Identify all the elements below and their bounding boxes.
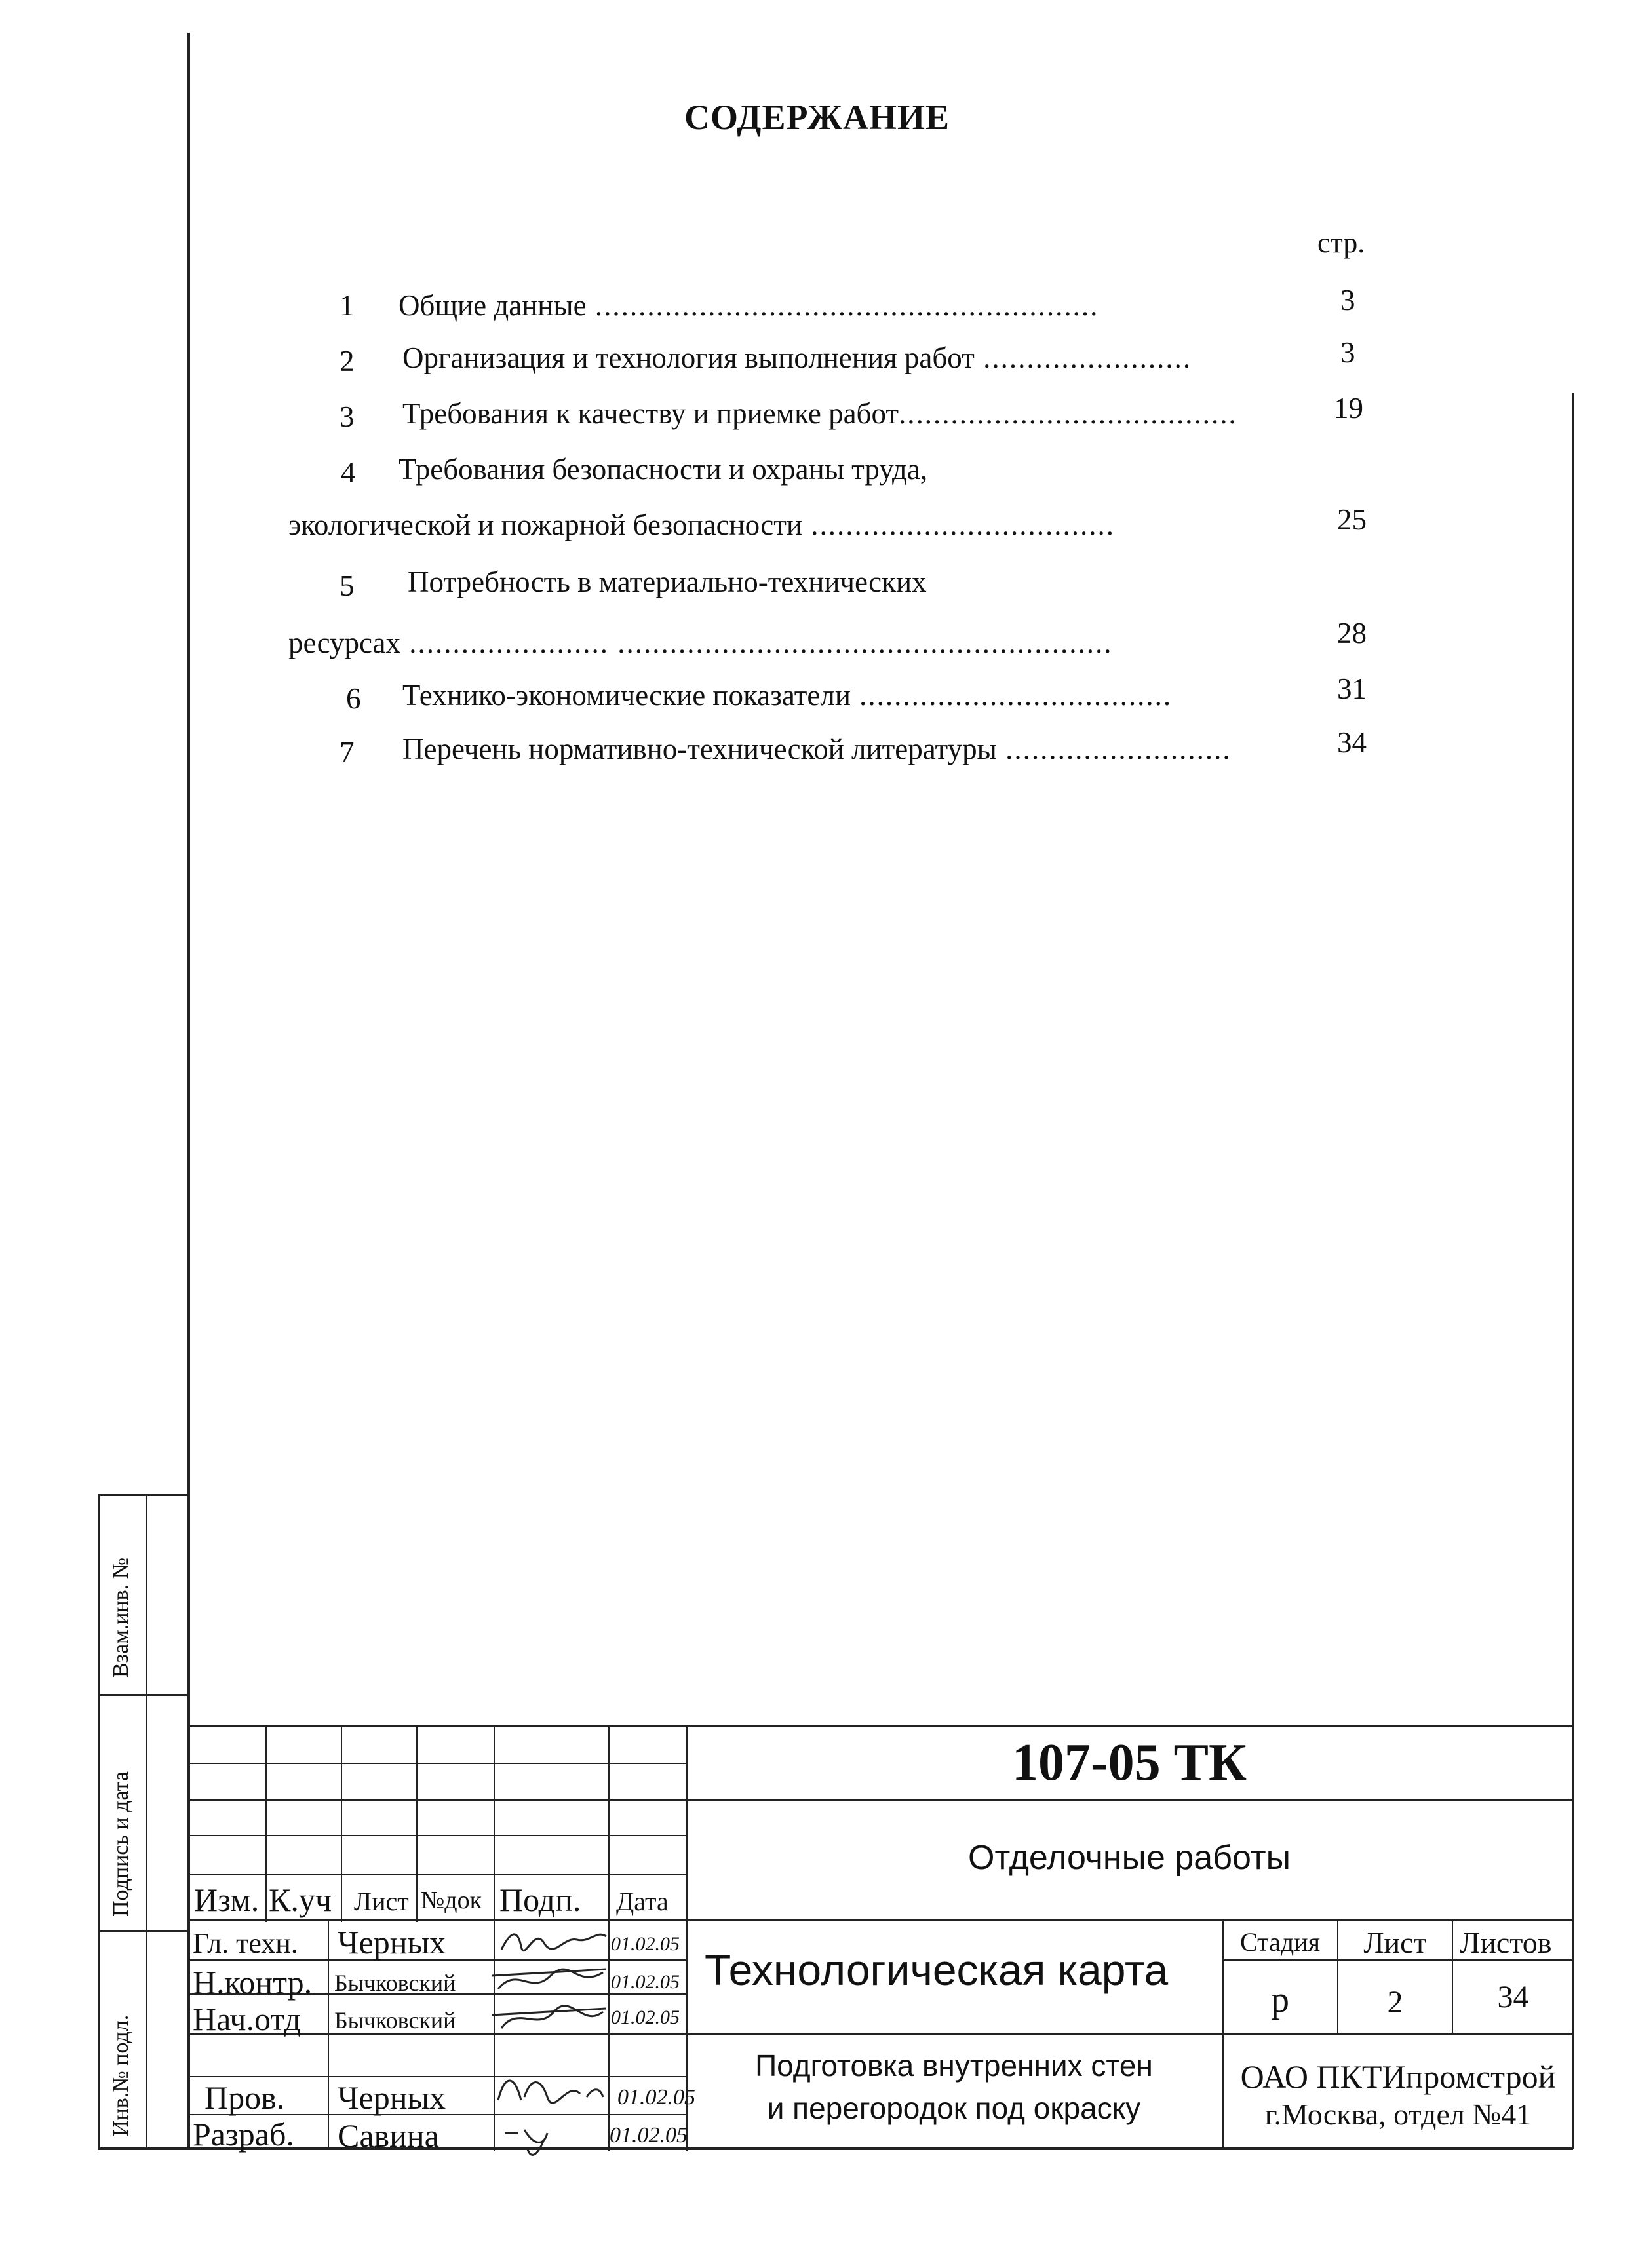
doc-type: Технологическая карта	[705, 1946, 1169, 1994]
toc-item-text-line2: экологической и пожарной безопасности	[288, 509, 802, 541]
toc-page-number: 28	[1337, 617, 1367, 649]
header-izm: Изм.	[194, 1881, 260, 1918]
toc-page-number: 31	[1337, 672, 1367, 705]
role-name: Черных	[338, 2079, 446, 2116]
frame-left-line	[187, 33, 190, 2149]
role-date: 01.02.05	[617, 2085, 695, 2109]
toc-item[interactable]: Технико-экономические показатели ....................................	[402, 679, 1173, 712]
header-data: Дата	[616, 1887, 669, 1916]
toc-page-number: 19	[1334, 392, 1363, 425]
toc-page-number: 3	[1340, 284, 1355, 317]
toc-number: 4	[341, 456, 356, 489]
sheets-label: Листов	[1460, 1926, 1552, 1959]
role-date: 01.02.05	[610, 2123, 688, 2147]
org-line1: ОАО ПКТИпромстрой	[1240, 2058, 1556, 2095]
role-label: Нач.отд	[193, 2001, 301, 2037]
toc-page-number: 25	[1337, 503, 1367, 536]
toc-number: 6	[346, 682, 361, 715]
toc-number: 1	[340, 289, 355, 322]
toc-item[interactable]: Требования к качеству и приемке работ.......................................	[402, 397, 1237, 430]
toc-item-text-line1: Требования безопасности и охраны труда,	[399, 453, 928, 486]
inv-original-label: Инв.№ подл.	[109, 2014, 133, 2136]
toc-item-text: Требования к качеству и приемке работ	[402, 397, 899, 430]
header-ndok: №док	[421, 1887, 482, 1914]
role-label: Разраб.	[193, 2116, 294, 2153]
role-label: Н.контр.	[193, 1964, 313, 2001]
role-date: 01.02.05	[611, 2007, 680, 2028]
header-list: Лист	[354, 1887, 409, 1916]
stage-value: р	[1271, 1980, 1289, 2020]
header-podp: Подп.	[499, 1881, 581, 1918]
section-name: Отделочные работы	[968, 1839, 1291, 1877]
role-label: Пров.	[204, 2079, 285, 2116]
toc-number: 3	[340, 400, 355, 433]
role-name: Савина	[338, 2117, 439, 2154]
toc-item-text: Общие данные	[399, 289, 587, 322]
signature-mark	[492, 1999, 610, 2035]
role-name: Черных	[338, 1924, 446, 1961]
toc-item-continuation[interactable]: экологической и пожарной безопасности ...................................	[288, 509, 1115, 541]
sheets-value: 34	[1497, 1980, 1529, 2014]
toc-number: 5	[340, 569, 355, 602]
toc-item-text: Организация и технология выполнения работ	[402, 341, 975, 374]
toc-item[interactable]: Перечень нормативно-технической литературы ..........................	[402, 733, 1232, 765]
inv-replace-label: Взам.инв. №	[109, 1557, 133, 1678]
role-label: Гл. техн.	[193, 1927, 298, 1959]
toc-item[interactable]	[408, 565, 927, 599]
page-title: СОДЕРЖАНИЕ	[684, 98, 950, 137]
toc-page-number: 34	[1337, 726, 1367, 759]
sheet-value: 2	[1387, 1985, 1403, 2020]
org-line2: г.Москва, отдел №41	[1264, 2098, 1532, 2131]
toc-page-number: 3	[1340, 336, 1355, 369]
subject-line1: Подготовка внутренних стен	[755, 2048, 1153, 2083]
toc-number: 2	[340, 345, 355, 377]
toc-item-text: Перечень нормативно-технической литературы	[402, 733, 997, 765]
toc-item-text-line2: ресурсах	[288, 626, 400, 659]
header-kuch: К.уч	[269, 1881, 332, 1918]
doc-code: 107-05 ТК	[1011, 1734, 1247, 1792]
toc-number: 7	[340, 736, 355, 769]
toc-item-text-line1: Потребность в материально-технических	[408, 566, 927, 598]
toc-item-text: Технико-экономические показатели	[402, 679, 851, 712]
frame-bottom-line	[98, 2147, 1573, 2150]
sign-date-label: Подпись и дата	[109, 1771, 133, 1917]
page-column-label: стр.	[1317, 227, 1365, 259]
role-date: 01.02.05	[611, 1971, 680, 1993]
frame-right-line	[1572, 393, 1574, 2149]
signature-mark	[495, 2071, 606, 2110]
toc-item[interactable]: Общие данные ..........................................................	[399, 289, 1099, 322]
signature-mark	[498, 2120, 577, 2159]
role-date: 01.02.05	[611, 1933, 680, 1955]
stage-label: Стадия	[1239, 1927, 1321, 1957]
toc-item[interactable]	[399, 452, 927, 486]
toc-item[interactable]: Организация и технология выполнения работ ........................	[402, 341, 1192, 374]
signature-mark	[492, 1963, 610, 1999]
subject-line2: и перегородок под окраску	[767, 2091, 1141, 2125]
role-name: Бычковский	[334, 2007, 456, 2033]
signature-mark	[498, 1923, 610, 1959]
role-name: Бычковский	[334, 1970, 456, 1996]
toc-item-continuation[interactable]: ресурсах ....................... .........................................................	[288, 626, 1113, 659]
sheet-label: Лист	[1363, 1926, 1427, 1959]
